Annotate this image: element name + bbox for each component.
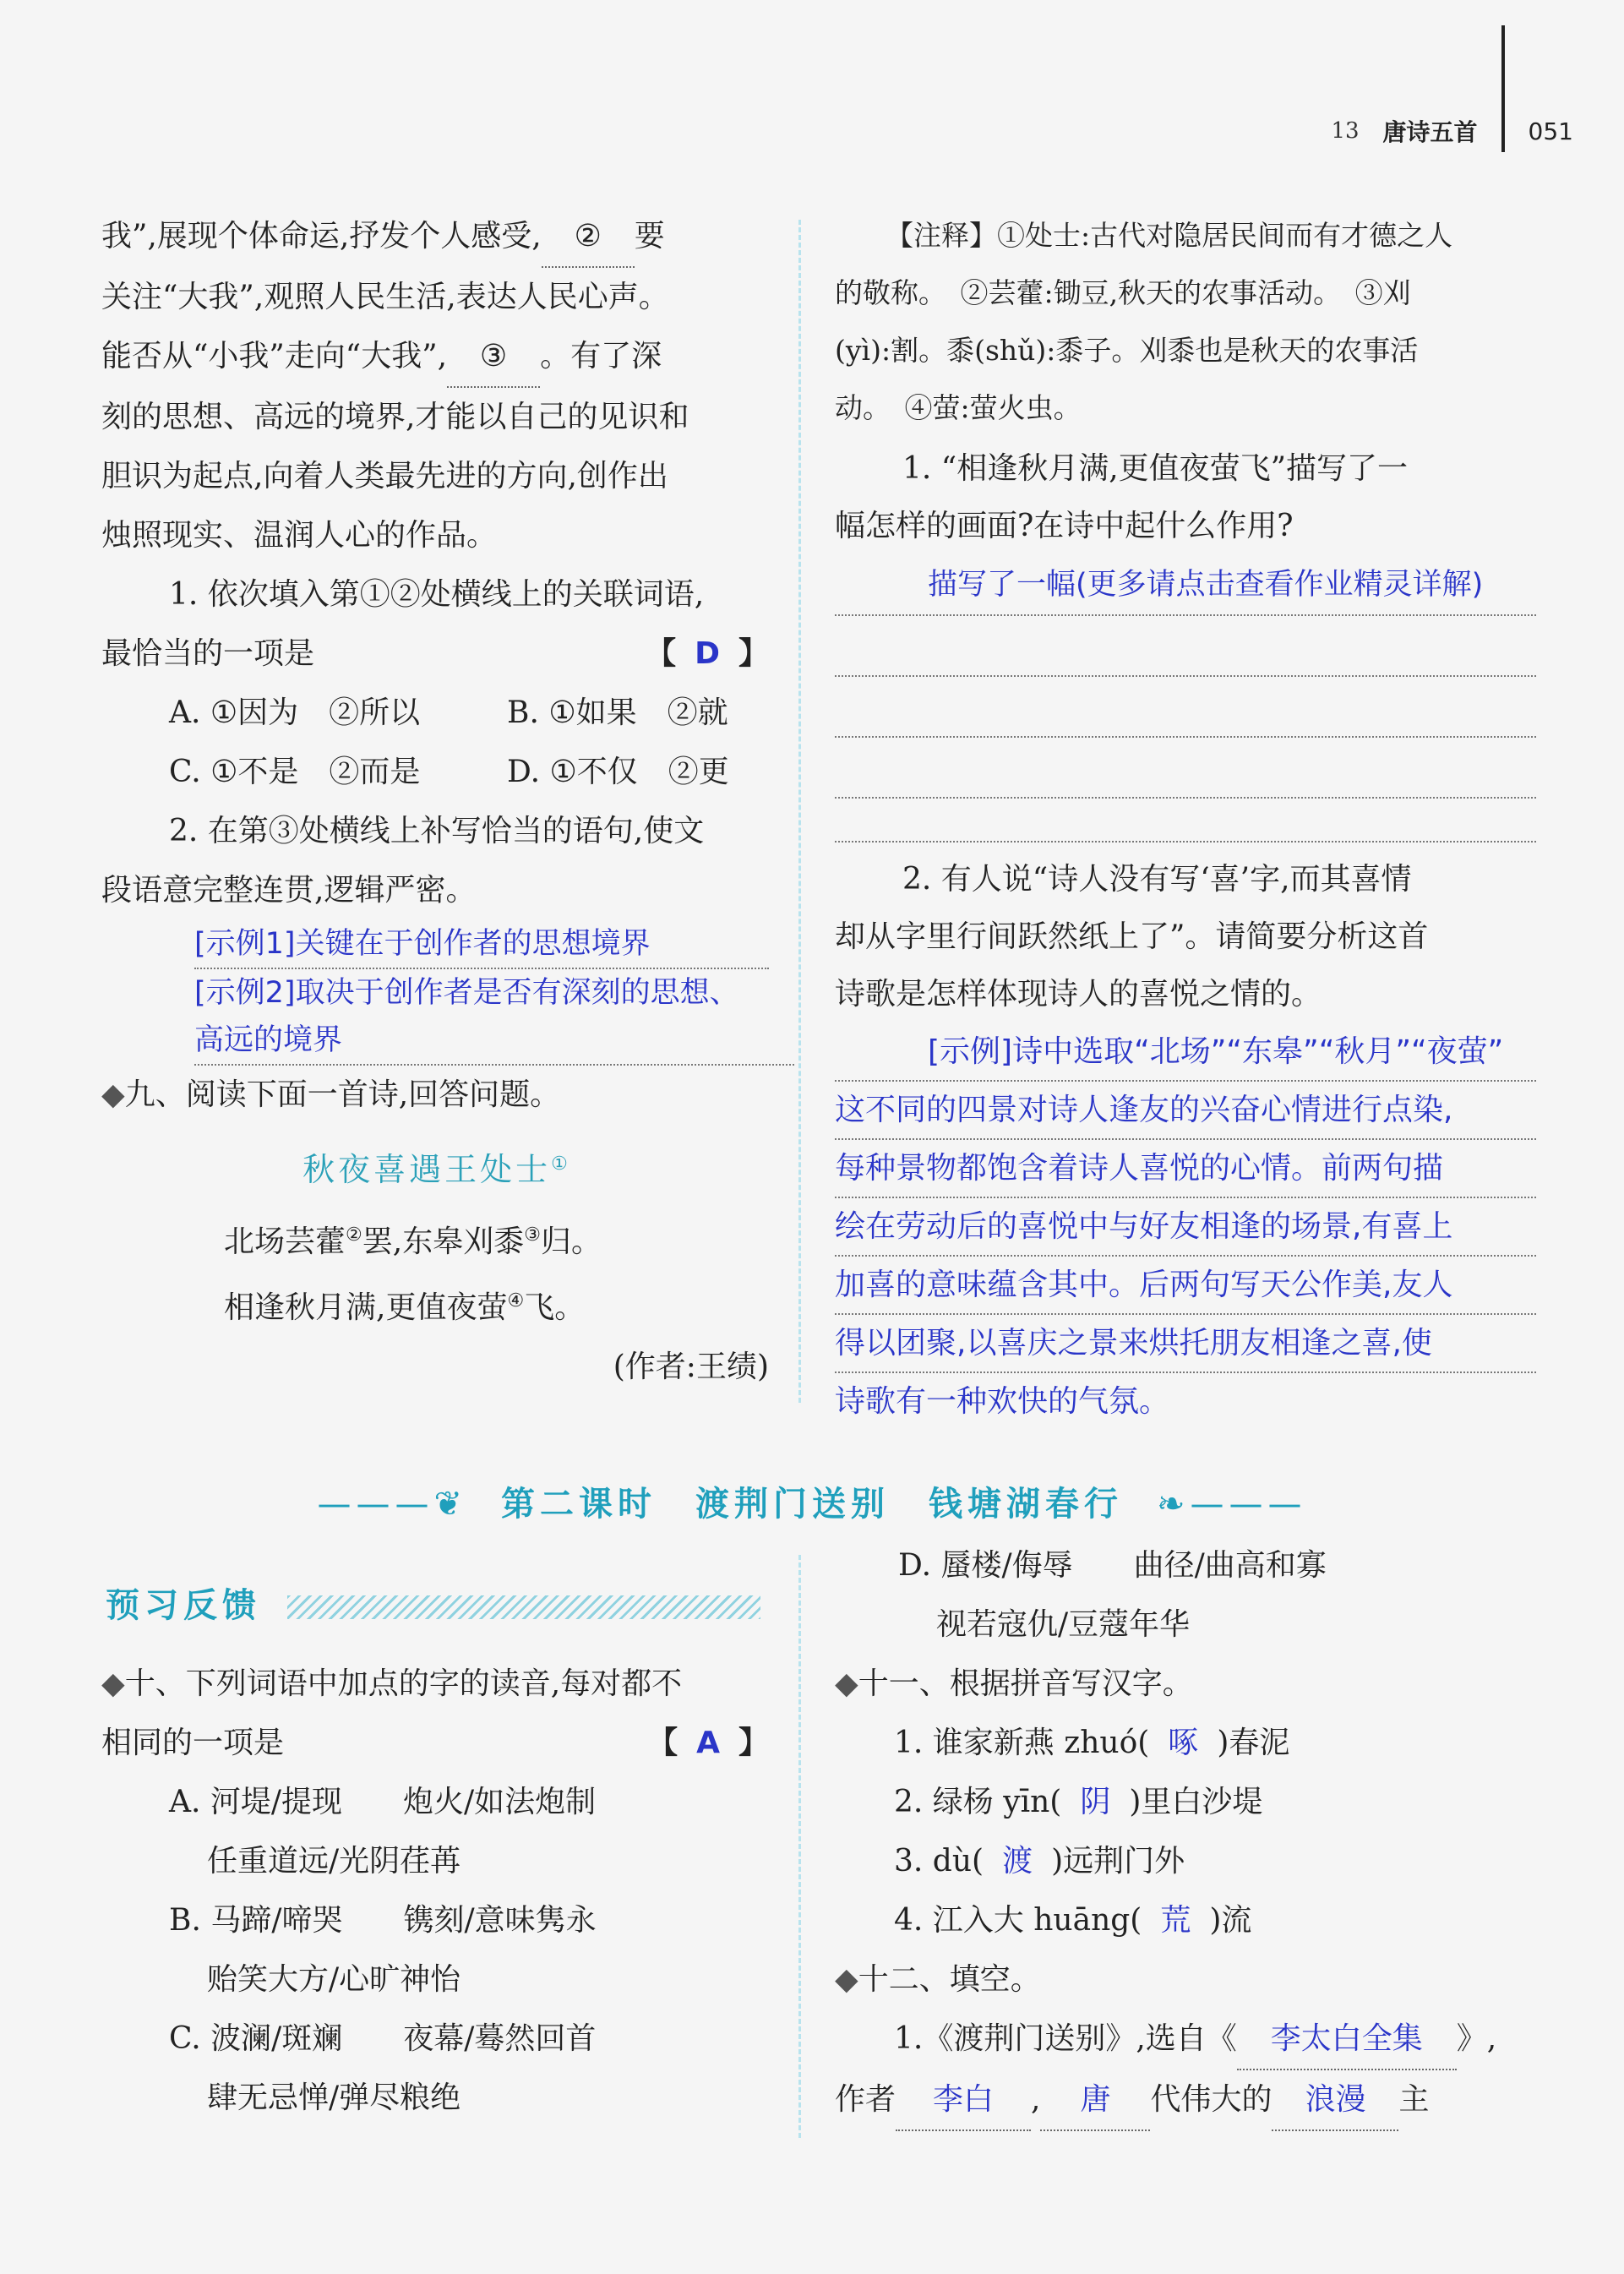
- option-a-cont: 任重道远/光阴荏苒: [207, 1844, 461, 1879]
- right-question-2-cont: 诗歌是怎样体现诗人的喜悦之情的。: [835, 977, 1322, 1012]
- section-10-cont: 相同的一项是 【 A 】: [101, 1714, 769, 1773]
- column-divider-top: [798, 220, 801, 1403]
- answer-blank-line: [835, 799, 1536, 843]
- banner-ornament-right: ❧———: [1156, 1485, 1307, 1524]
- fill-item-1-cont: 作者 李白 , 唐 代伟大的 浪漫 主: [835, 2070, 1536, 2131]
- option-d[interactable]: D. 蜃楼/侮辱 曲径/曲高和寡: [898, 1548, 1327, 1583]
- text-line: 胆识为起点,向着人类最先进的方向,创作出: [101, 459, 668, 494]
- pinyin-item-2: 2. 绿杨 yīn( 阴 )里白沙堤: [894, 1785, 1263, 1819]
- page-number: 051: [1528, 117, 1573, 145]
- left-top-column: [101, 207, 769, 1397]
- page-header: [1331, 110, 1573, 152]
- poem-title: 秋夜喜遇王处士①: [302, 1151, 568, 1188]
- text-line: 我”,展现个体命运,抒发个人感受, ② 要: [101, 207, 769, 268]
- column-divider-bottom: [798, 1555, 801, 2138]
- section-12-heading: ◆十二、填空。: [835, 1962, 1041, 1997]
- answer-line: 诗歌有一种欢快的气氛。: [835, 1384, 1170, 1419]
- pinyin-item-3: 3. dù( 渡 )远荆门外: [894, 1844, 1185, 1879]
- note-line: (yì):割。黍(shǔ):黍子。刈黍也是秋天的农事活: [835, 334, 1419, 367]
- question-2-cont: 段语意完整连贯,逻辑严密。: [101, 873, 477, 908]
- section-11-heading: ◆十一、根据拼音写汉字。: [835, 1666, 1193, 1701]
- pinyin-answer[interactable]: 渡: [1002, 1844, 1033, 1879]
- answer-example-2: [示例2]取决于创作者是否有深刻的思想、: [194, 976, 739, 1010]
- poem-line-2: 相逢秋月满,更值夜萤④飞。: [224, 1290, 586, 1325]
- options-row: [101, 743, 769, 802]
- preview-heading: 预习反馈: [106, 1586, 261, 1625]
- option-c[interactable]: C. ①不是 ②而是: [169, 755, 421, 789]
- pinyin-answer[interactable]: 啄: [1168, 1726, 1199, 1760]
- lesson-title: 唐诗五首: [1382, 118, 1478, 146]
- answer-line: [示例]诗中选取“北场”“东皋”“秋月”“夜萤”: [835, 1023, 1536, 1082]
- left-bottom-column: [101, 1655, 769, 2128]
- header-divider: [1501, 25, 1505, 152]
- pinyin-item-4: 4. 江入大 huāng( 荒 )流: [894, 1903, 1252, 1938]
- right-question-2-cont: 却从字里行间跃然纸上了”。请简要分析这首: [835, 919, 1429, 954]
- fill-answer-source[interactable]: 李太白全集: [1237, 2010, 1457, 2070]
- diamond-icon: ◆: [835, 1962, 858, 1997]
- answer-blank-line: [835, 616, 1536, 677]
- answer-line: 得以团聚,以喜庆之景来烘托朋友相逢之喜,使: [835, 1315, 1536, 1373]
- diamond-icon: ◆: [101, 1666, 125, 1701]
- option-a[interactable]: A. 河堤/提现 炮火/如法炮制: [169, 1785, 597, 1819]
- answer-block: [101, 920, 769, 1066]
- right-question-1-cont: 幅怎样的画面?在诗中起什么作用?: [835, 509, 1294, 543]
- right-top-column: [835, 207, 1536, 1430]
- right-answer-2: [835, 1023, 1536, 1430]
- answer-blank-line: [835, 738, 1536, 799]
- lesson-banner: [0, 1477, 1624, 1525]
- answer-line: 加喜的意味蕴含其中。后两句写天公作美,友人: [835, 1257, 1536, 1315]
- poem-line-1: 北场芸藿②罢,东皋刈黍③归。: [224, 1224, 602, 1259]
- answer-blank-line: [835, 677, 1536, 738]
- answer-example-2b: 高远的境界: [194, 1017, 794, 1066]
- question-2: 2. 在第③处横线上补写恰当的语句,使文: [169, 814, 705, 848]
- lesson-number: 13: [1331, 118, 1360, 144]
- question-1: 1. 依次填入第①②处横线上的关联词语,: [169, 577, 705, 612]
- lesson-heading: 第二课时 渡荆门送别 钱塘湖春行: [501, 1485, 1123, 1524]
- hatch-decoration: [287, 1595, 760, 1619]
- pinyin-item-1: 1. 谁家新燕 zhuó( 啄 )春泥: [894, 1726, 1290, 1760]
- section-9-heading: ◆九、阅读下面一首诗,回答问题。: [101, 1077, 561, 1112]
- blank-3: ③: [447, 327, 540, 388]
- poem-author: (作者:王绩): [613, 1350, 769, 1384]
- right-question-1: 1. “相逢秋月满,更值夜萤飞”描写了一: [902, 451, 1409, 486]
- answer-bracket: 【 A 】: [647, 1726, 769, 1760]
- section-10-heading: ◆十、下列词语中加点的字的读音,每对都不: [101, 1666, 683, 1701]
- answer-line: 这不同的四景对诗人逢友的兴奋心情进行点染,: [835, 1082, 1536, 1140]
- note-line: 的敬称。 ②芸藿:锄豆,秋天的农事活动。 ③刈: [835, 276, 1411, 309]
- question-1-cont: 最恰当的一项是 【 D 】: [101, 624, 769, 684]
- option-c[interactable]: C. 波澜/斑斓 夜幕/蓦然回首: [169, 2021, 597, 2056]
- answer-example-1: [示例1]关键在于创作者的思想境界: [194, 920, 769, 969]
- pinyin-answer[interactable]: 荒: [1160, 1903, 1191, 1938]
- fill-answer-author[interactable]: 李白: [896, 2070, 1031, 2131]
- option-b[interactable]: B. ①如果 ②就: [507, 695, 728, 730]
- right-bottom-column: [835, 1536, 1536, 2131]
- option-b-cont: 贻笑大方/心旷神怡: [207, 1962, 461, 1997]
- pinyin-answer[interactable]: 阴: [1080, 1785, 1111, 1819]
- text-line: 关注“大我”,观照人民生活,表达人民心声。: [101, 280, 669, 314]
- options-row: [101, 684, 769, 743]
- answer-line: 绘在劳动后的喜悦中与好友相逢的场景,有喜上: [835, 1198, 1536, 1257]
- option-d[interactable]: D. ①不仅 ②更: [507, 755, 729, 789]
- note-line: 动。 ④萤:萤火虫。: [835, 391, 1082, 424]
- option-a[interactable]: A. ①因为 ②所以: [169, 695, 421, 730]
- text-line: 能否从“小我”走向“大我”, ③ 。有了深: [101, 327, 769, 388]
- answer-bracket: 【 D 】: [646, 636, 769, 671]
- note-line: 【注释】①处士:古代对隐居民间而有才德之人: [886, 219, 1453, 252]
- diamond-icon: ◆: [101, 1077, 125, 1112]
- answer-line: 每种景物都饱含着诗人喜悦的心情。前两句描: [835, 1140, 1536, 1198]
- fill-answer-style[interactable]: 浪漫: [1272, 2070, 1398, 2131]
- answer-a: A: [696, 1726, 720, 1760]
- fill-item-1: 1.《渡荆门送别》,选自《 李太白全集 》,: [835, 2010, 1536, 2070]
- right-question-2: 2. 有人说“诗人没有写‘喜’字,而其喜情: [902, 862, 1412, 897]
- answer-d: D: [695, 636, 720, 671]
- text-line: 刻的思想、高远的境界,才能以自己的见识和: [101, 400, 689, 434]
- option-c-cont: 肆无忌惮/弹尽粮绝: [207, 2080, 461, 2115]
- option-d-cont: 视若寇仇/豆蔻年华: [936, 1607, 1191, 1642]
- diamond-icon: ◆: [835, 1666, 858, 1701]
- option-b[interactable]: B. 马蹄/啼哭 镌刻/意味隽永: [169, 1903, 597, 1938]
- blank-2: ②: [542, 207, 635, 268]
- banner-ornament-left: ———❦: [317, 1485, 468, 1524]
- fill-answer-dynasty[interactable]: 唐: [1040, 2070, 1150, 2131]
- text-line: 烛照现实、温润人心的作品。: [101, 518, 498, 553]
- right-answer-1[interactable]: 描写了一幅(更多请点击查看作业精灵详解): [835, 555, 1536, 616]
